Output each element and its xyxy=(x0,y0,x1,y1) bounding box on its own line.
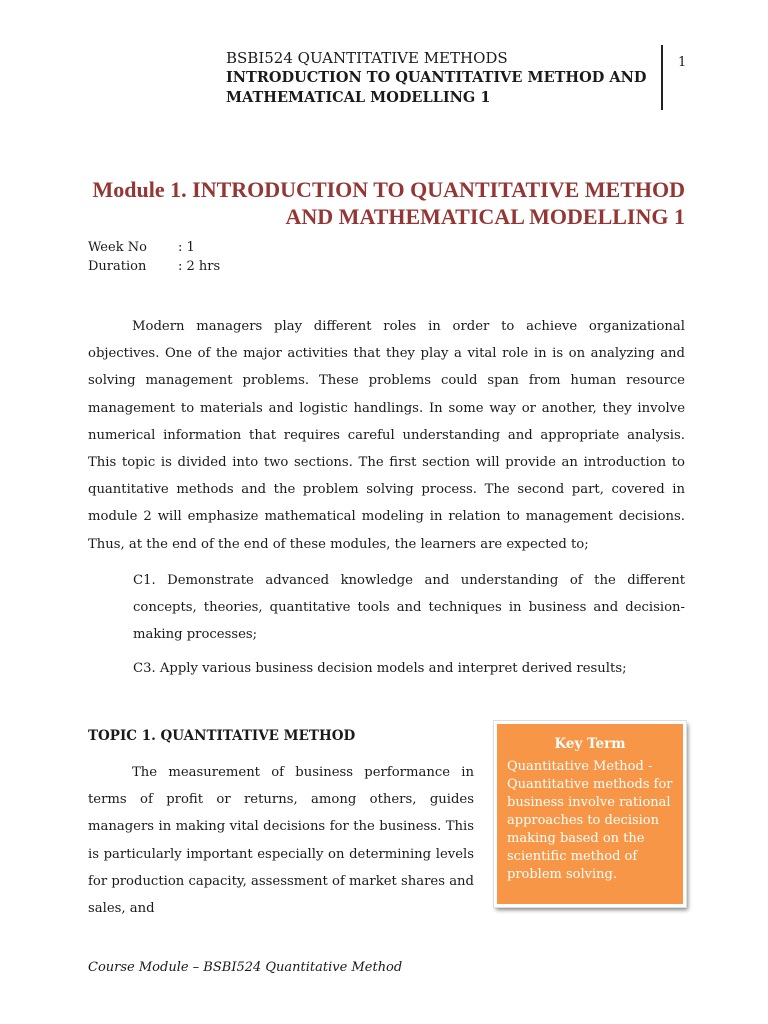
week-value: : 1 xyxy=(178,240,195,255)
course-code: BSBI524 QUANTITATIVE METHODS xyxy=(226,49,508,67)
topic-paragraph: The measurement of business performance in terms of profit or returns, among others, guides managers in making vital decisions for the business. This is particularly important especially on determining levels for production capacity, assessment of market shares and sales, and xyxy=(88,765,474,917)
duration-label: Duration xyxy=(88,259,147,274)
key-term-box xyxy=(494,721,686,907)
page-number: 1 xyxy=(678,55,687,70)
header-divider xyxy=(661,45,663,110)
key-term-heading: Key Term xyxy=(554,736,626,752)
page-header xyxy=(226,48,656,108)
header-subtitle-2: MATHEMATICAL MODELLING 1 xyxy=(226,89,491,106)
page-footer: Course Module – BSBI524 Quantitative Method xyxy=(88,960,403,975)
outcome-c3: C3. Apply various business decision models and interpret derived results; xyxy=(133,661,627,676)
outcome-c1: C1. Demonstrate advanced knowledge and understanding of the different concepts, theories, quantitative tools and techniques in business and decision-making processes; xyxy=(133,573,685,642)
module-title-line-2: AND MATHEMATICAL MODELLING 1 xyxy=(285,204,685,229)
topic-heading: TOPIC 1. QUANTITATIVE METHOD xyxy=(88,728,356,744)
module-title-line-1: Module 1. INTRODUCTION TO QUANTITATIVE METHOD xyxy=(92,177,685,202)
module-title xyxy=(93,176,685,230)
week-label: Week No xyxy=(88,240,147,255)
key-term-text: Quantitative Method - Quantitative methods for business involve rational approaches to decision making based on the scientific method of problem solving. xyxy=(507,759,673,882)
module-meta xyxy=(88,238,220,276)
duration-value: : 2 hrs xyxy=(178,259,221,274)
intro-paragraph: Modern managers play different roles in order to achieve organizational objectives. One of the major activities that they play a vital role in is on analyzing and solving management problems. These problems could span from human resource management to materials and logistic handlings. In some way or another, they involve numerical information that requires careful understanding and appropriate analysis. This topic is divided into two sections. The first section will provide an introduction to quantitative methods and the problem solving process. The second part, covered in module 2 will emphasize mathematical modeling in relation to management decisions. Thus, at the end of the end of these modules, the learners are expected to; xyxy=(88,319,685,552)
header-subtitle-1: INTRODUCTION TO QUANTITATIVE METHOD AND xyxy=(226,69,647,86)
